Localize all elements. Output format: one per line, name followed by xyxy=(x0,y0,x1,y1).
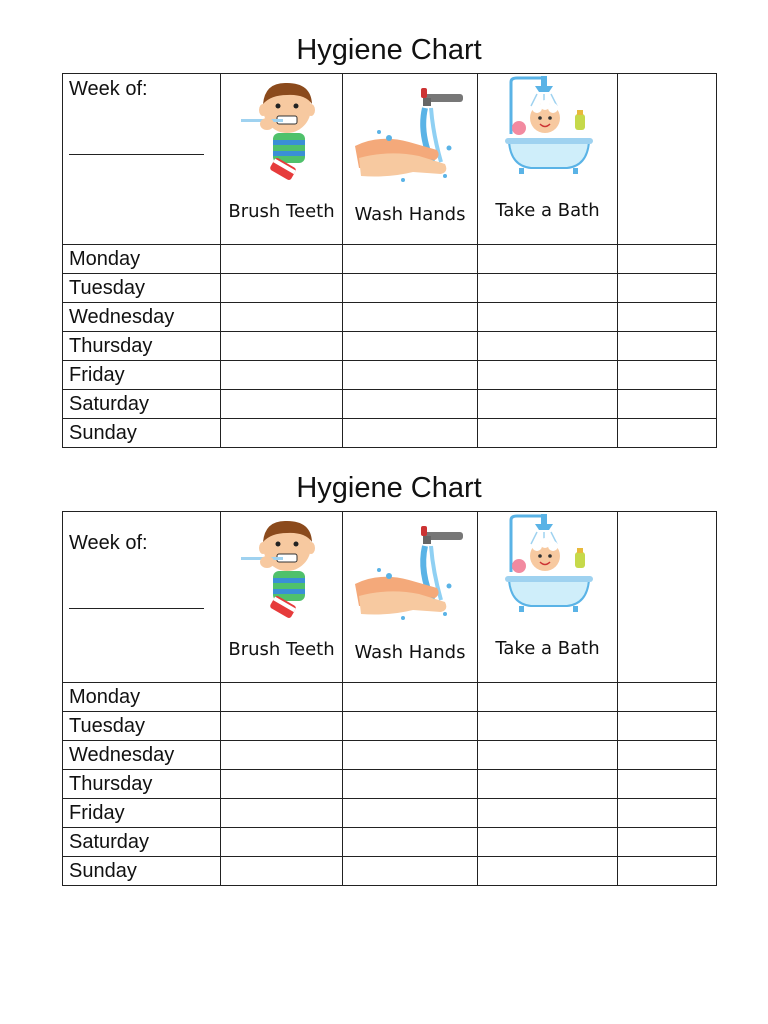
day-label: Tuesday xyxy=(63,274,221,303)
checkbox-cell[interactable] xyxy=(221,799,343,828)
day-label: Monday xyxy=(63,683,221,712)
task-label: Take a Bath xyxy=(495,200,600,221)
day-label: Thursday xyxy=(63,770,221,799)
checkbox-cell[interactable] xyxy=(221,245,343,274)
checkbox-cell[interactable] xyxy=(343,390,478,419)
header-row xyxy=(63,74,717,245)
brush-teeth-icon xyxy=(237,78,327,188)
checkbox-cell[interactable] xyxy=(221,770,343,799)
checkbox-cell[interactable] xyxy=(221,683,343,712)
empty-task-cell[interactable] xyxy=(618,74,717,245)
task-brush-teeth xyxy=(221,512,343,683)
checkbox-cell[interactable] xyxy=(618,419,717,448)
checkbox-cell[interactable] xyxy=(618,245,717,274)
week-of-cell xyxy=(63,74,221,245)
checkbox-cell[interactable] xyxy=(478,857,618,886)
checkbox-cell[interactable] xyxy=(221,361,343,390)
checkbox-cell[interactable] xyxy=(478,390,618,419)
task-label: Take a Bath xyxy=(495,638,600,659)
chart-table xyxy=(62,511,717,886)
day-row xyxy=(63,857,717,886)
checkbox-cell[interactable] xyxy=(221,419,343,448)
day-row xyxy=(63,712,717,741)
checkbox-cell[interactable] xyxy=(478,332,618,361)
checkbox-cell[interactable] xyxy=(478,303,618,332)
day-label: Friday xyxy=(63,799,221,828)
task-label: Wash Hands xyxy=(354,642,466,663)
week-of-label: Week of: xyxy=(69,78,148,100)
checkbox-cell[interactable] xyxy=(343,332,478,361)
day-row xyxy=(63,274,717,303)
day-row xyxy=(63,741,717,770)
checkbox-cell[interactable] xyxy=(618,712,717,741)
checkbox-cell[interactable] xyxy=(343,741,478,770)
day-label: Thursday xyxy=(63,332,221,361)
task-label: Brush Teeth xyxy=(228,639,335,660)
checkbox-cell[interactable] xyxy=(478,799,618,828)
day-label: Friday xyxy=(63,361,221,390)
day-row xyxy=(63,683,717,712)
take-bath-icon xyxy=(493,512,603,622)
day-row xyxy=(63,419,717,448)
day-label: Sunday xyxy=(63,857,221,886)
checkbox-cell[interactable] xyxy=(478,770,618,799)
day-label: Wednesday xyxy=(63,741,221,770)
chart-title: Hygiene Chart xyxy=(296,472,482,504)
day-label: Saturday xyxy=(63,828,221,857)
checkbox-cell[interactable] xyxy=(618,770,717,799)
checkbox-cell[interactable] xyxy=(618,390,717,419)
day-label: Tuesday xyxy=(63,712,221,741)
checkbox-cell[interactable] xyxy=(343,361,478,390)
task-take-bath xyxy=(478,74,618,245)
checkbox-cell[interactable] xyxy=(343,712,478,741)
checkbox-cell[interactable] xyxy=(343,683,478,712)
checkbox-cell[interactable] xyxy=(343,770,478,799)
checkbox-cell[interactable] xyxy=(618,361,717,390)
task-take-bath xyxy=(478,512,618,683)
checkbox-cell[interactable] xyxy=(478,245,618,274)
wash-hands-icon xyxy=(349,84,471,194)
day-row xyxy=(63,332,717,361)
checkbox-cell[interactable] xyxy=(618,857,717,886)
checkbox-cell[interactable] xyxy=(343,303,478,332)
checkbox-cell[interactable] xyxy=(478,683,618,712)
day-row xyxy=(63,390,717,419)
checkbox-cell[interactable] xyxy=(478,361,618,390)
brush-teeth-icon xyxy=(237,516,327,626)
checkbox-cell[interactable] xyxy=(618,799,717,828)
checkbox-cell[interactable] xyxy=(221,741,343,770)
day-label: Monday xyxy=(63,245,221,274)
checkbox-cell[interactable] xyxy=(478,741,618,770)
checkbox-cell[interactable] xyxy=(478,419,618,448)
week-of-label: Week of: xyxy=(69,532,148,554)
take-bath-icon xyxy=(493,74,603,184)
checkbox-cell[interactable] xyxy=(221,857,343,886)
week-of-cell xyxy=(63,512,221,683)
week-of-blank-line[interactable] xyxy=(69,154,204,155)
chart-table xyxy=(62,73,717,448)
day-label: Saturday xyxy=(63,390,221,419)
checkbox-cell[interactable] xyxy=(221,390,343,419)
checkbox-cell[interactable] xyxy=(618,274,717,303)
header-row xyxy=(63,512,717,683)
checkbox-cell[interactable] xyxy=(478,828,618,857)
day-row xyxy=(63,799,717,828)
day-label: Sunday xyxy=(63,419,221,448)
checkbox-cell[interactable] xyxy=(221,332,343,361)
task-label: Wash Hands xyxy=(354,204,466,225)
day-row xyxy=(63,303,717,332)
task-brush-teeth xyxy=(221,74,343,245)
day-row xyxy=(63,245,717,274)
checkbox-cell[interactable] xyxy=(343,419,478,448)
empty-task-cell[interactable] xyxy=(618,512,717,683)
checkbox-cell[interactable] xyxy=(618,303,717,332)
checkbox-cell[interactable] xyxy=(221,303,343,332)
day-row xyxy=(63,361,717,390)
checkbox-cell[interactable] xyxy=(618,741,717,770)
checkbox-cell[interactable] xyxy=(221,274,343,303)
checkbox-cell[interactable] xyxy=(221,828,343,857)
task-wash-hands xyxy=(343,74,478,245)
checkbox-cell[interactable] xyxy=(618,683,717,712)
checkbox-cell[interactable] xyxy=(618,828,717,857)
week-of-blank-line[interactable] xyxy=(69,608,204,609)
checkbox-cell[interactable] xyxy=(478,274,618,303)
checkbox-cell[interactable] xyxy=(343,274,478,303)
wash-hands-icon xyxy=(349,522,471,632)
checkbox-cell[interactable] xyxy=(478,712,618,741)
day-label: Wednesday xyxy=(63,303,221,332)
task-label: Brush Teeth xyxy=(228,201,335,222)
task-wash-hands xyxy=(343,512,478,683)
checkbox-cell[interactable] xyxy=(618,332,717,361)
checkbox-cell[interactable] xyxy=(343,828,478,857)
day-row xyxy=(63,828,717,857)
chart-title: Hygiene Chart xyxy=(296,34,482,66)
checkbox-cell[interactable] xyxy=(221,712,343,741)
checkbox-cell[interactable] xyxy=(343,245,478,274)
checkbox-cell[interactable] xyxy=(343,857,478,886)
day-row xyxy=(63,770,717,799)
checkbox-cell[interactable] xyxy=(343,799,478,828)
